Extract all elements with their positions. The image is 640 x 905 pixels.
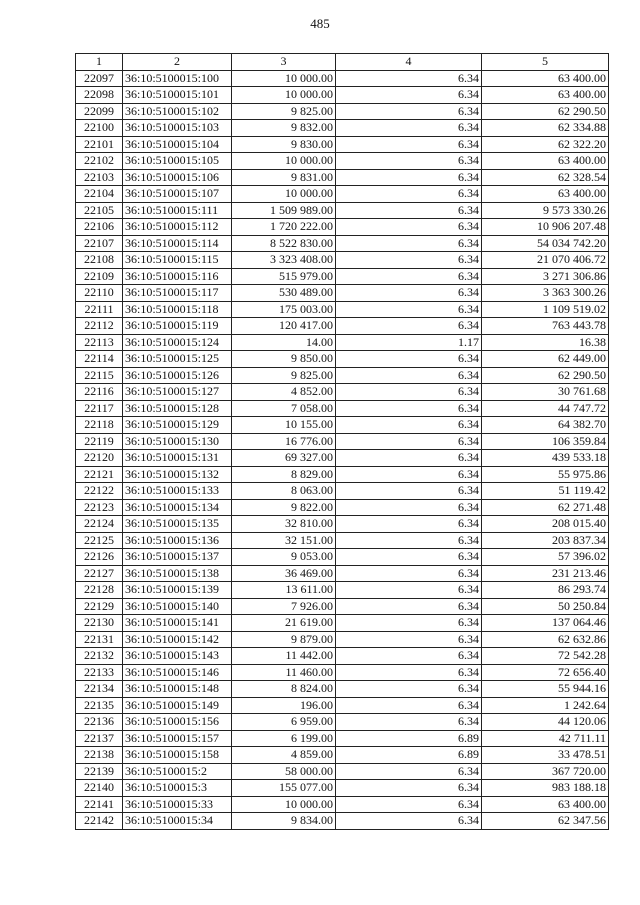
area-cell: 10 000.00	[232, 796, 336, 813]
row-number-cell: 22111	[76, 301, 123, 318]
cadastral-number-cell: 36:10:5100015:33	[123, 796, 232, 813]
row-number-cell: 22141	[76, 796, 123, 813]
table-row	[76, 631, 609, 648]
area-cell: 7 926.00	[232, 598, 336, 615]
table-row	[76, 565, 609, 582]
area-cell: 1 509 989.00	[232, 202, 336, 219]
value-cell: 62 322.20	[482, 136, 609, 153]
cadastral-number-cell: 36:10:5100015:124	[123, 334, 232, 351]
area-cell: 8 824.00	[232, 681, 336, 698]
cadastral-number-cell: 36:10:5100015:111	[123, 202, 232, 219]
cadastral-number-cell: 36:10:5100015:148	[123, 681, 232, 698]
value-cell: 50 250.84	[482, 598, 609, 615]
column-header-3: 3	[232, 54, 336, 71]
value-cell: 72 656.40	[482, 664, 609, 681]
rate-cell: 6.34	[336, 499, 482, 516]
row-number-cell: 22101	[76, 136, 123, 153]
table-row	[76, 499, 609, 516]
rate-cell: 6.34	[336, 532, 482, 549]
rate-cell: 6.34	[336, 664, 482, 681]
row-number-cell: 22105	[76, 202, 123, 219]
table-row	[76, 334, 609, 351]
row-number-cell: 22118	[76, 417, 123, 434]
table-row	[76, 70, 609, 87]
row-number-cell: 22109	[76, 268, 123, 285]
value-cell: 62 334.88	[482, 120, 609, 137]
value-cell: 57 396.02	[482, 549, 609, 566]
rate-cell: 6.34	[336, 252, 482, 269]
row-number-cell: 22098	[76, 87, 123, 104]
value-cell: 63 400.00	[482, 186, 609, 203]
value-cell: 21 070 406.72	[482, 252, 609, 269]
area-cell: 3 323 408.00	[232, 252, 336, 269]
table-row	[76, 301, 609, 318]
rate-cell: 6.34	[336, 615, 482, 632]
table-row	[76, 268, 609, 285]
table-row	[76, 186, 609, 203]
area-cell: 11 442.00	[232, 648, 336, 665]
area-cell: 175 003.00	[232, 301, 336, 318]
area-cell: 36 469.00	[232, 565, 336, 582]
table-row	[76, 87, 609, 104]
table-row	[76, 780, 609, 797]
value-cell: 63 400.00	[482, 796, 609, 813]
row-number-cell: 22122	[76, 483, 123, 500]
rate-cell: 6.34	[336, 153, 482, 170]
table-row	[76, 681, 609, 698]
rate-cell: 6.34	[336, 235, 482, 252]
table-row	[76, 103, 609, 120]
cadastral-number-cell: 36:10:5100015:2	[123, 763, 232, 780]
value-cell: 63 400.00	[482, 87, 609, 104]
table-row	[76, 813, 609, 830]
table-row	[76, 120, 609, 137]
cadastral-number-cell: 36:10:5100015:103	[123, 120, 232, 137]
table-row	[76, 648, 609, 665]
rate-cell: 6.34	[336, 813, 482, 830]
area-cell: 530 489.00	[232, 285, 336, 302]
table-row	[76, 483, 609, 500]
area-cell: 32 810.00	[232, 516, 336, 533]
row-number-cell: 22132	[76, 648, 123, 665]
value-cell: 16.38	[482, 334, 609, 351]
rate-cell: 6.34	[336, 450, 482, 467]
cadastral-number-cell: 36:10:5100015:136	[123, 532, 232, 549]
cadastral-number-cell: 36:10:5100015:116	[123, 268, 232, 285]
rate-cell: 6.34	[336, 565, 482, 582]
cadastral-number-cell: 36:10:5100015:134	[123, 499, 232, 516]
value-cell: 64 382.70	[482, 417, 609, 434]
table-row	[76, 252, 609, 269]
table-row	[76, 367, 609, 384]
rate-cell: 6.34	[336, 186, 482, 203]
area-cell: 13 611.00	[232, 582, 336, 599]
row-number-cell: 22102	[76, 153, 123, 170]
area-cell: 196.00	[232, 697, 336, 714]
area-cell: 7 058.00	[232, 400, 336, 417]
value-cell: 62 632.86	[482, 631, 609, 648]
area-cell: 9 830.00	[232, 136, 336, 153]
cadastral-number-cell: 36:10:5100015:115	[123, 252, 232, 269]
value-cell: 51 119.42	[482, 483, 609, 500]
table-row	[76, 450, 609, 467]
row-number-cell: 22104	[76, 186, 123, 203]
row-number-cell: 22100	[76, 120, 123, 137]
area-cell: 515 979.00	[232, 268, 336, 285]
table-row	[76, 235, 609, 252]
row-number-cell: 22127	[76, 565, 123, 582]
row-number-cell: 22140	[76, 780, 123, 797]
cadastral-number-cell: 36:10:5100015:143	[123, 648, 232, 665]
cadastral-number-cell: 36:10:5100015:105	[123, 153, 232, 170]
cadastral-number-cell: 36:10:5100015:142	[123, 631, 232, 648]
rate-cell: 6.34	[336, 697, 482, 714]
row-number-cell: 22133	[76, 664, 123, 681]
table-row	[76, 763, 609, 780]
row-number-cell: 22129	[76, 598, 123, 615]
table-row	[76, 417, 609, 434]
table-row	[76, 219, 609, 236]
rate-cell: 6.34	[336, 120, 482, 137]
rate-cell: 6.34	[336, 169, 482, 186]
table-row	[76, 796, 609, 813]
row-number-cell: 22135	[76, 697, 123, 714]
rate-cell: 6.34	[336, 367, 482, 384]
area-cell: 9 822.00	[232, 499, 336, 516]
row-number-cell: 22107	[76, 235, 123, 252]
rate-cell: 6.34	[336, 417, 482, 434]
table-row	[76, 169, 609, 186]
value-cell: 106 359.84	[482, 433, 609, 450]
row-number-cell: 22126	[76, 549, 123, 566]
row-number-cell: 22137	[76, 730, 123, 747]
area-cell: 10 000.00	[232, 186, 336, 203]
cadastral-number-cell: 36:10:5100015:133	[123, 483, 232, 500]
table-row	[76, 384, 609, 401]
cadastral-number-cell: 36:10:5100015:130	[123, 433, 232, 450]
rate-cell: 6.34	[336, 103, 482, 120]
cadastral-number-cell: 36:10:5100015:158	[123, 747, 232, 764]
table-row	[76, 582, 609, 599]
rate-cell: 6.34	[336, 301, 482, 318]
area-cell: 69 327.00	[232, 450, 336, 467]
rate-cell: 1.17	[336, 334, 482, 351]
area-cell: 10 155.00	[232, 417, 336, 434]
area-cell: 58 000.00	[232, 763, 336, 780]
value-cell: 62 290.50	[482, 103, 609, 120]
row-number-cell: 22114	[76, 351, 123, 368]
value-cell: 367 720.00	[482, 763, 609, 780]
cadastral-number-cell: 36:10:5100015:125	[123, 351, 232, 368]
row-number-cell: 22119	[76, 433, 123, 450]
table-row	[76, 549, 609, 566]
value-cell: 983 188.18	[482, 780, 609, 797]
cadastral-number-cell: 36:10:5100015:127	[123, 384, 232, 401]
table-row	[76, 153, 609, 170]
rate-cell: 6.34	[336, 202, 482, 219]
row-number-cell: 22128	[76, 582, 123, 599]
row-number-cell: 22108	[76, 252, 123, 269]
area-cell: 10 000.00	[232, 153, 336, 170]
column-header-4: 4	[336, 54, 482, 71]
area-cell: 6 199.00	[232, 730, 336, 747]
table-row	[76, 351, 609, 368]
cadastral-number-cell: 36:10:5100015:102	[123, 103, 232, 120]
cadastral-number-cell: 36:10:5100015:34	[123, 813, 232, 830]
rate-cell: 6.34	[336, 87, 482, 104]
row-number-cell: 22124	[76, 516, 123, 533]
value-cell: 55 944.16	[482, 681, 609, 698]
rate-cell: 6.34	[336, 433, 482, 450]
cadastral-number-cell: 36:10:5100015:100	[123, 70, 232, 87]
data-table	[75, 53, 609, 830]
value-cell: 62 449.00	[482, 351, 609, 368]
value-cell: 1 109 519.02	[482, 301, 609, 318]
value-cell: 3 363 300.26	[482, 285, 609, 302]
value-cell: 9 573 330.26	[482, 202, 609, 219]
cadastral-number-cell: 36:10:5100015:137	[123, 549, 232, 566]
row-number-cell: 22138	[76, 747, 123, 764]
table-row	[76, 285, 609, 302]
value-cell: 10 906 207.48	[482, 219, 609, 236]
area-cell: 8 522 830.00	[232, 235, 336, 252]
value-cell: 763 443.78	[482, 318, 609, 335]
row-number-cell: 22115	[76, 367, 123, 384]
rate-cell: 6.34	[336, 763, 482, 780]
cadastral-number-cell: 36:10:5100015:106	[123, 169, 232, 186]
cadastral-number-cell: 36:10:5100015:139	[123, 582, 232, 599]
area-cell: 9 879.00	[232, 631, 336, 648]
row-number-cell: 22121	[76, 466, 123, 483]
cadastral-number-cell: 36:10:5100015:141	[123, 615, 232, 632]
area-cell: 21 619.00	[232, 615, 336, 632]
row-number-cell: 22120	[76, 450, 123, 467]
row-number-cell: 22116	[76, 384, 123, 401]
area-cell: 9 834.00	[232, 813, 336, 830]
value-cell: 203 837.34	[482, 532, 609, 549]
value-cell: 62 290.50	[482, 367, 609, 384]
table-row	[76, 697, 609, 714]
cadastral-number-cell: 36:10:5100015:119	[123, 318, 232, 335]
value-cell: 42 711.11	[482, 730, 609, 747]
table-row	[76, 664, 609, 681]
value-cell: 231 213.46	[482, 565, 609, 582]
cadastral-number-cell: 36:10:5100015:104	[123, 136, 232, 153]
value-cell: 30 761.68	[482, 384, 609, 401]
area-cell: 32 151.00	[232, 532, 336, 549]
cadastral-number-cell: 36:10:5100015:140	[123, 598, 232, 615]
rate-cell: 6.34	[336, 681, 482, 698]
value-cell: 208 015.40	[482, 516, 609, 533]
page-number: 485	[310, 16, 330, 31]
rate-cell: 6.34	[336, 384, 482, 401]
row-number-cell: 22131	[76, 631, 123, 648]
column-header-5: 5	[482, 54, 609, 71]
rate-cell: 6.34	[336, 466, 482, 483]
row-number-cell: 22134	[76, 681, 123, 698]
rate-cell: 6.89	[336, 730, 482, 747]
cadastral-number-cell: 36:10:5100015:126	[123, 367, 232, 384]
value-cell: 62 328.54	[482, 169, 609, 186]
rate-cell: 6.34	[336, 70, 482, 87]
area-cell: 9 832.00	[232, 120, 336, 137]
row-number-cell: 22142	[76, 813, 123, 830]
area-cell: 9 831.00	[232, 169, 336, 186]
cadastral-number-cell: 36:10:5100015:107	[123, 186, 232, 203]
table-row	[76, 202, 609, 219]
cadastral-number-cell: 36:10:5100015:112	[123, 219, 232, 236]
area-cell: 4 852.00	[232, 384, 336, 401]
row-number-cell: 22130	[76, 615, 123, 632]
area-cell: 9 053.00	[232, 549, 336, 566]
table-row	[76, 516, 609, 533]
value-cell: 62 271.48	[482, 499, 609, 516]
area-cell: 9 825.00	[232, 103, 336, 120]
cadastral-number-cell: 36:10:5100015:117	[123, 285, 232, 302]
area-cell: 9 825.00	[232, 367, 336, 384]
cadastral-number-cell: 36:10:5100015:149	[123, 697, 232, 714]
rate-cell: 6.34	[336, 648, 482, 665]
area-cell: 8 829.00	[232, 466, 336, 483]
cadastral-number-cell: 36:10:5100015:101	[123, 87, 232, 104]
table-row	[76, 714, 609, 731]
value-cell: 55 975.86	[482, 466, 609, 483]
value-cell: 439 533.18	[482, 450, 609, 467]
rate-cell: 6.34	[336, 268, 482, 285]
table-row	[76, 433, 609, 450]
rate-cell: 6.34	[336, 351, 482, 368]
area-cell: 6 959.00	[232, 714, 336, 731]
area-cell: 4 859.00	[232, 747, 336, 764]
cadastral-number-cell: 36:10:5100015:114	[123, 235, 232, 252]
value-cell: 86 293.74	[482, 582, 609, 599]
cadastral-number-cell: 36:10:5100015:157	[123, 730, 232, 747]
table-row	[76, 400, 609, 417]
value-cell: 54 034 742.20	[482, 235, 609, 252]
cadastral-number-cell: 36:10:5100015:138	[123, 565, 232, 582]
area-cell: 9 850.00	[232, 351, 336, 368]
value-cell: 63 400.00	[482, 70, 609, 87]
value-cell: 33 478.51	[482, 747, 609, 764]
value-cell: 72 542.28	[482, 648, 609, 665]
area-cell: 16 776.00	[232, 433, 336, 450]
row-number-cell: 22139	[76, 763, 123, 780]
row-number-cell: 22110	[76, 285, 123, 302]
column-header-1: 1	[76, 54, 123, 71]
rate-cell: 6.34	[336, 780, 482, 797]
rate-cell: 6.34	[336, 582, 482, 599]
rate-cell: 6.34	[336, 714, 482, 731]
rate-cell: 6.34	[336, 219, 482, 236]
table-header-row	[76, 54, 609, 71]
row-number-cell: 22097	[76, 70, 123, 87]
rate-cell: 6.34	[336, 598, 482, 615]
row-number-cell: 22103	[76, 169, 123, 186]
rate-cell: 6.34	[336, 516, 482, 533]
cadastral-number-cell: 36:10:5100015:131	[123, 450, 232, 467]
rate-cell: 6.34	[336, 285, 482, 302]
rate-cell: 6.34	[336, 318, 482, 335]
area-cell: 14.00	[232, 334, 336, 351]
table-body	[76, 70, 609, 829]
table-row	[76, 730, 609, 747]
cadastral-number-cell: 36:10:5100015:135	[123, 516, 232, 533]
value-cell: 3 271 306.86	[482, 268, 609, 285]
table-row	[76, 532, 609, 549]
area-cell: 155 077.00	[232, 780, 336, 797]
row-number-cell: 22125	[76, 532, 123, 549]
row-number-cell: 22113	[76, 334, 123, 351]
cadastral-number-cell: 36:10:5100015:3	[123, 780, 232, 797]
rate-cell: 6.34	[336, 483, 482, 500]
row-number-cell: 22136	[76, 714, 123, 731]
area-cell: 8 063.00	[232, 483, 336, 500]
cadastral-number-cell: 36:10:5100015:118	[123, 301, 232, 318]
rate-cell: 6.34	[336, 796, 482, 813]
area-cell: 120 417.00	[232, 318, 336, 335]
table-row	[76, 136, 609, 153]
row-number-cell: 22112	[76, 318, 123, 335]
area-cell: 11 460.00	[232, 664, 336, 681]
cadastral-number-cell: 36:10:5100015:129	[123, 417, 232, 434]
rate-cell: 6.34	[336, 136, 482, 153]
area-cell: 1 720 222.00	[232, 219, 336, 236]
table-row	[76, 318, 609, 335]
table-row	[76, 466, 609, 483]
cadastral-number-cell: 36:10:5100015:156	[123, 714, 232, 731]
row-number-cell: 22099	[76, 103, 123, 120]
cadastral-number-cell: 36:10:5100015:128	[123, 400, 232, 417]
column-header-2: 2	[123, 54, 232, 71]
rate-cell: 6.89	[336, 747, 482, 764]
row-number-cell: 22123	[76, 499, 123, 516]
row-number-cell: 22117	[76, 400, 123, 417]
area-cell: 10 000.00	[232, 70, 336, 87]
value-cell: 44 747.72	[482, 400, 609, 417]
table-row	[76, 598, 609, 615]
row-number-cell: 22106	[76, 219, 123, 236]
cadastral-number-cell: 36:10:5100015:146	[123, 664, 232, 681]
rate-cell: 6.34	[336, 549, 482, 566]
value-cell: 63 400.00	[482, 153, 609, 170]
rate-cell: 6.34	[336, 400, 482, 417]
value-cell: 44 120.06	[482, 714, 609, 731]
value-cell: 1 242.64	[482, 697, 609, 714]
area-cell: 10 000.00	[232, 87, 336, 104]
value-cell: 137 064.46	[482, 615, 609, 632]
table-row	[76, 747, 609, 764]
rate-cell: 6.34	[336, 631, 482, 648]
value-cell: 62 347.56	[482, 813, 609, 830]
table-row	[76, 615, 609, 632]
cadastral-number-cell: 36:10:5100015:132	[123, 466, 232, 483]
